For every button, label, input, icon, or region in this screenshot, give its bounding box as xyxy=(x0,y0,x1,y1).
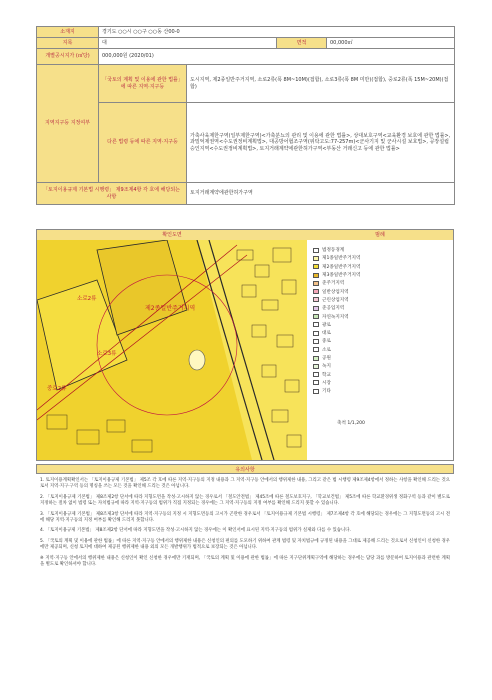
land-category-label: 지목 xyxy=(37,38,99,49)
zoning-map xyxy=(37,240,307,460)
land-use-certificate xyxy=(36,26,454,666)
legend-swatch xyxy=(313,281,319,286)
legend-label: 제2종일반주거지역 xyxy=(322,264,361,270)
subject-parcel-marker xyxy=(189,350,205,370)
legend-label: 준공업지역 xyxy=(322,306,345,312)
legend-label: 녹지 xyxy=(322,364,331,370)
legend-title: 범례 xyxy=(307,230,453,240)
land-price-value: 000,000원 (2020/01) xyxy=(99,49,455,65)
legend-swatch xyxy=(313,356,319,361)
legend-label: 광로 xyxy=(322,322,331,328)
legend-item xyxy=(313,263,451,271)
legend-swatch xyxy=(313,380,319,385)
legend-swatch xyxy=(313,347,319,352)
legend-item xyxy=(313,321,451,329)
legend-label: 제3종일반주거지역 xyxy=(322,273,361,279)
zoning-group-label: 지역지구등 지정여부 xyxy=(37,65,99,183)
legend-item xyxy=(313,287,451,295)
map-label: 제2종일반주거지역 xyxy=(145,305,196,312)
legend-swatch xyxy=(313,273,319,278)
legend-label: 근린상업지역 xyxy=(322,297,349,303)
legend-label: 법정동경계 xyxy=(322,248,345,254)
note-paragraph: 4. 「토지이용규제 기본법」 제8조제2항 단서에 따라 지형도면을 작성·고시하지 않는 경우에는 이 확인서에 표시된 지역·지구등의 범위가 실제와 다를 수 있습니다. xyxy=(40,528,351,534)
note-paragraph: 2. 「토지이용규제 기본법」 제8조제2항 단서에 따라 지형도면을 작성·고시하지 않는 경우로서 「철도안전법」 제45조에 따른 철도보호지구, 「학교보건법」 제5조에 따른 학교환경위생 정화구역 등과 같이 별도로 지정하는 절차 없이 법령 또는 자치법규에 따라 지역·지구등의 범위가 직접 지정되는 경우에는 그 지역·지구등의 지정 여부를 확인해 드리지 못할 수 있습니다. xyxy=(40,494,450,507)
enforcement-decree-value: 토지거래계약에관한허가구역 xyxy=(187,183,455,205)
other-law-zones: 가축사육제한구역(일부제한구역)<가축분뇨의 관리 및 이용에 관한 법률>, 상대보호구역<교육환경 보호에 관한 법률>, 과밀억제권역<수도권정비계획법>, 대공방어협조구역(위탁고도:77-257m)<군사기지 및 군사시설 보호법>, 공장설립승인지역<수도권정비계획법>, 토지거래계약에관한허가구역<부동산 거래신고 등에 관한 법률> xyxy=(187,103,455,183)
note-paragraph: ※ 지역·지구등 안에서의 행위제한 내용은 신청인이 확인 신청한 경우에만 기재되며, 「국토의 계획 및 이용에 관한 법률」에 따른 지구단위계획구역에 해당하는 경우에는 담당 과를 방문하여 토지이용과 관련한 계획을 별도로 확인하셔야 합니다. xyxy=(40,555,450,568)
map-legend xyxy=(313,246,451,395)
legend-label: 기타 xyxy=(322,389,331,395)
other-law-label: 다른 법령 등에 따른 지역·지구등 xyxy=(99,103,187,183)
notes-section xyxy=(40,478,450,572)
land-price-label: 개별공시지가 (㎡당) xyxy=(37,49,99,65)
legend-swatch xyxy=(313,339,319,344)
legend-swatch xyxy=(313,297,319,302)
legend-swatch xyxy=(313,256,319,261)
location-value: 경기도 ○○시 ○○구 ○○동 산00-0 xyxy=(99,27,455,38)
legend-label: 일반상업지역 xyxy=(322,289,349,295)
map-scale: 축척 1/1,200 xyxy=(337,421,365,426)
legend-item xyxy=(313,346,451,354)
enforcement-decree-label: 「토지이용규제 기본법 시행령」 제9조제4항 각 호에 해당되는 사항 xyxy=(37,183,187,205)
legend-item xyxy=(313,329,451,337)
location-label: 소재지 xyxy=(37,27,99,38)
legend-swatch xyxy=(313,289,319,294)
legend-label: 제1종일반주거지역 xyxy=(322,256,361,262)
map-label: 중로2류 xyxy=(47,386,67,392)
legend-swatch xyxy=(313,372,319,377)
legend-item xyxy=(313,337,451,345)
note-paragraph: 5. 「국토의 계획 및 이용에 관한 법률」에 따른 지역·지구등 안에서의 행위제한 내용은 신청인의 편의를 도모하기 위하여 관계 법령 및 자치법규에 규정된 내용을 그대로 제공해 드리는 것으로서 신청인이 신청한 경우에만 제공되며, 신청 토지에 대하여 제공된 행위제한 내용 외의 모든 개발행위가 법적으로 보장되는 것은 아닙니다. xyxy=(40,538,450,551)
national-law-label: 「국토의 계획 및 이용에 관한 법률」에 따른 지역·지구등 xyxy=(99,65,187,103)
legend-item xyxy=(313,387,451,395)
legend-item xyxy=(313,254,451,262)
legend-item xyxy=(313,271,451,279)
legend-label: 준주거지역 xyxy=(322,281,345,287)
map-label: 소로3류 xyxy=(97,351,117,357)
legend-swatch xyxy=(313,322,319,327)
legend-swatch xyxy=(313,389,319,394)
legend-item xyxy=(313,354,451,362)
legend-item xyxy=(313,304,451,312)
map-section xyxy=(36,229,454,461)
notes-title: 유의사항 xyxy=(36,464,454,474)
legend-item xyxy=(313,279,451,287)
legend-swatch xyxy=(313,314,319,319)
legend-label: 시장 xyxy=(322,380,331,386)
legend-item xyxy=(313,379,451,387)
legend-swatch xyxy=(313,264,319,269)
area-label: 면적 xyxy=(277,38,327,49)
legend-swatch xyxy=(313,306,319,311)
note-paragraph: 3. 「토지이용규제 기본법」 제8조제3항 단서에 따라 지역·지구등의 지정 시 지형도면등의 고시가 곤란한 경우로서 「토지이용규제 기본법 시행령」 제7조제4항 각 호에 해당되는 경우에는 그 지형도면등의 고시 전에 해당 지역·지구등의 지정 여부를 확인해 드리지 못합니다. xyxy=(40,511,450,524)
map-title: 확인도면 xyxy=(37,230,307,240)
legend-label: 소로 xyxy=(322,347,331,353)
national-law-zones: 도시지역, 제2종일반주거지역, 소로2류(폭 8M~10M)(접합), 소로3류(폭 8M 미만)(접합), 중로2류(폭 15M~20M)(접합) xyxy=(187,65,455,103)
legend-label: 중로 xyxy=(322,339,331,345)
legend-swatch xyxy=(313,248,319,253)
legend-label: 대로 xyxy=(322,331,331,337)
legend-item xyxy=(313,246,451,254)
legend-label: 자연녹지지역 xyxy=(322,314,349,320)
area-value: 00,000㎡ xyxy=(327,38,455,49)
legend-label: 공원 xyxy=(322,356,331,361)
map-label: 소로2류 xyxy=(77,296,97,302)
legend-item xyxy=(313,362,451,370)
info-table xyxy=(36,26,455,205)
legend-item xyxy=(313,312,451,320)
legend-item xyxy=(313,296,451,304)
legend-label: 학교 xyxy=(322,372,331,378)
note-paragraph: 1. 토지이용계획확인서는 「토지이용규제 기본법」 제5조 각 호에 따른 지역·지구등의 지정 내용과 그 지역·지구등 안에서의 행위제한 내용, 그리고 같은 법 시행령 제9조제4항에서 정하는 사항을 확인해 드리는 것으로서 지역·지구·구역 등의 명칭을 쓰는 모든 것을 확인해 드리는 것은 아닙니다. xyxy=(40,478,450,490)
legend-swatch xyxy=(313,364,319,369)
legend-swatch xyxy=(313,331,319,336)
legend-item xyxy=(313,370,451,378)
land-category-value: 대 xyxy=(99,38,277,49)
